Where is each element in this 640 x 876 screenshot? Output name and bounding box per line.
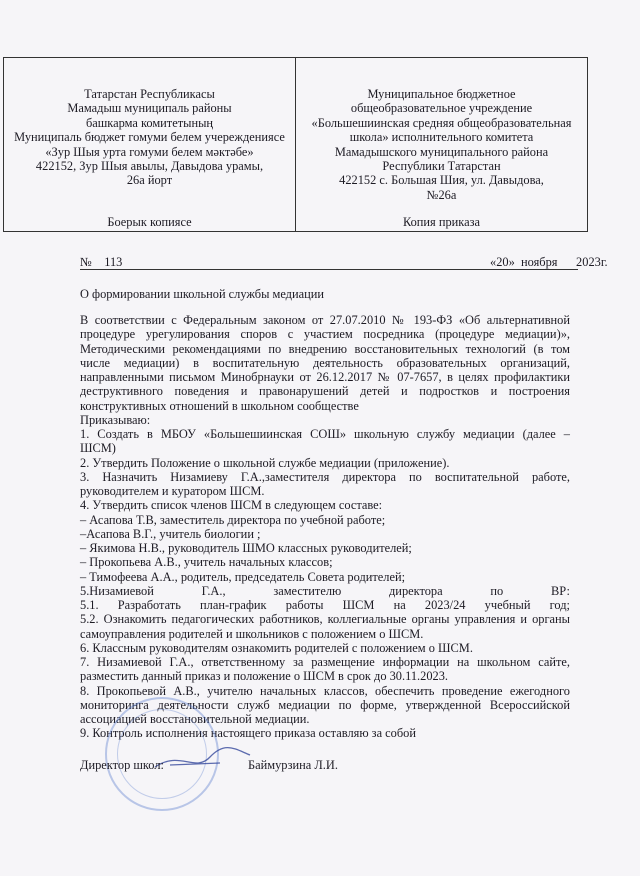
body-line: 5.2. Ознакомить педагогических работников, коллегиальные органы управления и органы [80,612,570,627]
body-line: Методическими рекомендациями по внедрению восстановительных технологий (в том [80,341,570,356]
body-line: 6. Классным руководителям ознакомить родителей с положением о ШСМ. [80,640,473,655]
letterhead-line: 26а йорт [126,173,173,188]
signature-role: Директор школ: [80,758,164,772]
body-line: – Тимофеева А.А., родитель, председатель Совета родителей; [80,569,406,584]
letterhead-line: «Большешиинская средняя общеобразовательная [311,115,572,130]
letterhead-line: Муниципальное бюджетное [367,87,516,101]
order-title: О формировании школьной службы медиации [80,287,325,301]
letterhead-tatar [4,58,296,231]
signature-line [80,758,338,773]
signature-name: Баймурзина Л.И. [248,758,338,772]
body-line: 4. Утвердить список членов ШСМ в следующем составе: [80,498,383,513]
left-footer: Боерык копиясе [107,214,192,229]
body-line: руководителем и куратором ШСМ. [80,484,265,498]
letterhead-russian [296,58,587,231]
letterhead-line: Татарстан Республикасы [84,87,215,101]
body-line: направленными письмом Минобрнауки от 26.12.2017 № 07-7657, в целях профилактики [80,370,570,384]
body-line: числе медиации) в воспитательную деятельность образовательных организаций, [80,355,570,370]
order-number: № 113 [80,255,123,269]
body-line: 2. Утвердить Положение о школьной службе медиации (приложение). [80,455,450,470]
body-line: – Прокопьева А.В., учитель начальных классов; [80,555,333,570]
body-line: –Асапова В.Г., учитель биологии ; [80,526,261,541]
order-number-line [80,255,608,270]
letterhead-line: Мамадыш муниципаль районы [67,101,232,116]
right-footer: Копия приказа [402,214,481,229]
letterhead-line: башкарма комитетының [85,115,214,130]
body-line: – Асапова Т.В, заместитель директора по учебной работе; [80,512,386,527]
body-line: самоуправления родителей и школьников с положением о ШСМ. [80,626,424,641]
body-line: 8. Прокопьевой А.В., учителю начальных классов, обеспечить проведение ежегодного [80,683,570,698]
body-line: конструктивных отношений в школьном сообществе [80,398,359,413]
body-line: разместить данный приказ и положение о ШСМ в срок до 30.11.2023. [80,669,449,684]
signature-scribble [150,745,260,775]
body-line: ассоциацией восстановительной медиации. [80,712,310,726]
body-line: деструктивного поведения и правонарушений детей и подростков и построения [80,384,570,399]
letterhead-line: 422152 с. Большая Шия, ул. Давыдова, [339,173,544,188]
body-line: мониторинга деятельности служб медиации по форме, утвержденной Всероссийской [80,697,570,712]
body-line: 7. Низамиевой Г.А., ответственному за размещение информации на школьном сайте, [80,655,570,669]
letterhead-line: школа» исполнительного комитета [349,130,534,145]
letterhead-line: №26а [426,187,457,202]
body-line: – Якимова Н.В., руководитель ШМО классных руководителей; [80,541,412,555]
letterhead-line: 422152, Зур Шыя авылы, Давыдова урамы, [35,159,264,174]
body-line: 1. Создать в МБОУ «Большешиинская СОШ» школьную службу медиации (далее – [80,427,570,441]
body-line: ШСМ) [80,441,116,456]
body-line: В соответствии с Федеральным законом от 27.07.2010 № 193-ФЗ «Об альтернативной [80,313,570,327]
letterhead-line: общеобразовательное учреждение [350,101,533,116]
order-date: «20» ноября 2023г. [490,255,608,269]
letterhead-line: Муниципаль бюджет гомуми белем учереждениясе [14,130,285,145]
body-line: 3. Назначить Низамиеву Г.А.,заместителя директора по воспитательной работе, [80,469,570,484]
letterhead-line: «Зур Шыя урта гомуми белем мәктәбе» [45,144,254,159]
body-line: процедуре урегулирования споров с участием посредника (процедуре медиации)», [80,327,570,342]
body-line: 5.1. Разработать план-график работы ШСМ на 2023/24 учебный год; [80,598,570,612]
body-line: 5.Низамиевой Г.А., заместителю директора по ВР: [80,583,570,598]
letterhead-line: Мамадышского муниципального района [334,144,549,159]
body-line: 9. Контроль исполнения настоящего приказа оставляю за собой [80,726,416,741]
order-body [80,313,570,741]
body-line: Приказываю: [80,412,151,427]
letterhead-table [3,57,588,232]
letterhead-line: Республики Татарстан [382,159,501,174]
